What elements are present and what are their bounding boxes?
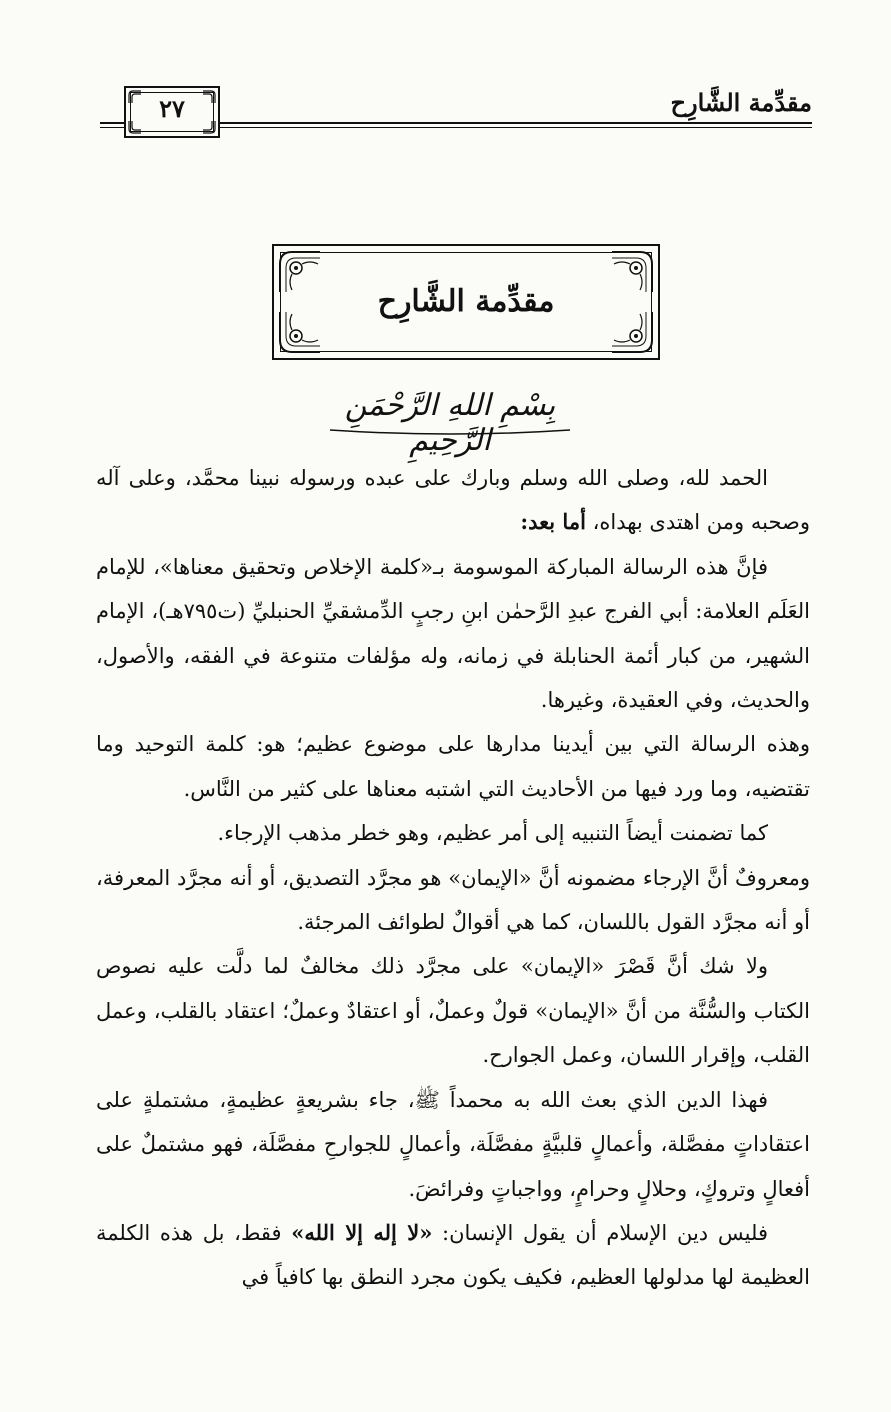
running-header [100,78,812,138]
paragraph-bold-text: «لا إله إلا الله» [291,1219,433,1245]
basmala [320,388,580,458]
running-title: مقدِّمة الشَّارِح [670,88,812,117]
paragraph [96,1211,810,1300]
paragraph: فهذا الدين الذي بعث الله به محمداً ﷺ، جاء بشريعةٍ عظيمةٍ، مشتملةٍ على اعتقاداتٍ مفصَّلة، وأعمالٍ قلبيَّةٍ مفصَّلَة، وأعمالٍ للجوارحِ مفصَّلَة، فهو مشتملٌ على أفعالٍ وتروكٍ، وحلالٍ وحرامٍ، وواجباتٍ وفرائضَ. [96,1087,810,1201]
paragraph: ولا شك أنَّ قَصْرَ «الإيمان» على مجرَّد ذلك مخالفٌ لما دلَّت عليه نصوص الكتاب والسُّنَّة من أنَّ «الإيمان» قولٌ وعملٌ، أو اعتقادٌ وعملٌ؛ اعتقاد بالقلب، وعمل القلب، وإقرار اللسان، وعمل الجوارح. [96,954,810,1068]
paragraph: وهذه الرسالة التي بين أيدينا مدارها على موضوع عظيم؛ هو: كلمة التوحيد وما تقتضيه، وما ورد فيها من الأحاديث التي اشتبه معناها على كثير من النَّاس. [96,732,810,801]
paragraph-text: فليس دين الإسلام أن يقول الإنسان: [442,1220,768,1245]
paragraph-text: الحمد لله، وصلى الله وسلم وبارك على عبده ورسوله نبينا محمَّد، وعلى آله وصحبه ومن اهتدى بهداه، [96,466,810,535]
basmala-flourish-icon [320,424,580,438]
paragraph: فإنَّ هذه الرسالة المباركة الموسومة بـ«كلمة الإخلاص وتحقيق معناها»، للإمام العَلَم العلامة: أبي الفرج عبدِ الرَّحمٰن ابنِ رجبٍ الدِّمشقيِّ الحنبليِّ (ت٧٩٥هـ)، الإمام الشهير، من كبار أئمة الحنابلة في زمانه، وله مؤلفات متنوعة في الفقه، والأصول، والحديث، وفي العقيدة، وغيرها. [96,554,810,713]
page-number-box [124,86,220,138]
paragraph-text: فقط، بل هذه الكلمة العظيمة لها مدلولها العظيم، فكيف يكون مجرد النطق بها كافياً في [96,1220,810,1290]
paragraph: ومعروفٌ أنَّ الإرجاء مضمونه أنَّ «الإيمان» هو مجرَّد التصديق، أو أنه مجرَّد المعرفة، أو أنه مجرَّد القول باللسان، كما هي أقوالٌ لطوائف المرجئة. [96,865,810,935]
paragraph-bold-text: أما بعد: [520,509,586,535]
paragraph: كما تضمنت أيضاً التنبيه إلى أمر عظيم، وهو خطر مذهب الإرجاء. [217,821,768,846]
body-text [96,456,810,1300]
section-title: مقدِّمة الشَّارِح [377,284,555,319]
section-title-frame [272,244,660,360]
paragraph [96,456,810,545]
page-number: ٢٧ [159,94,185,123]
basmala-text: بِسْمِ اللهِ الرَّحْمَنِ الرَّحِيمِ [344,388,556,458]
